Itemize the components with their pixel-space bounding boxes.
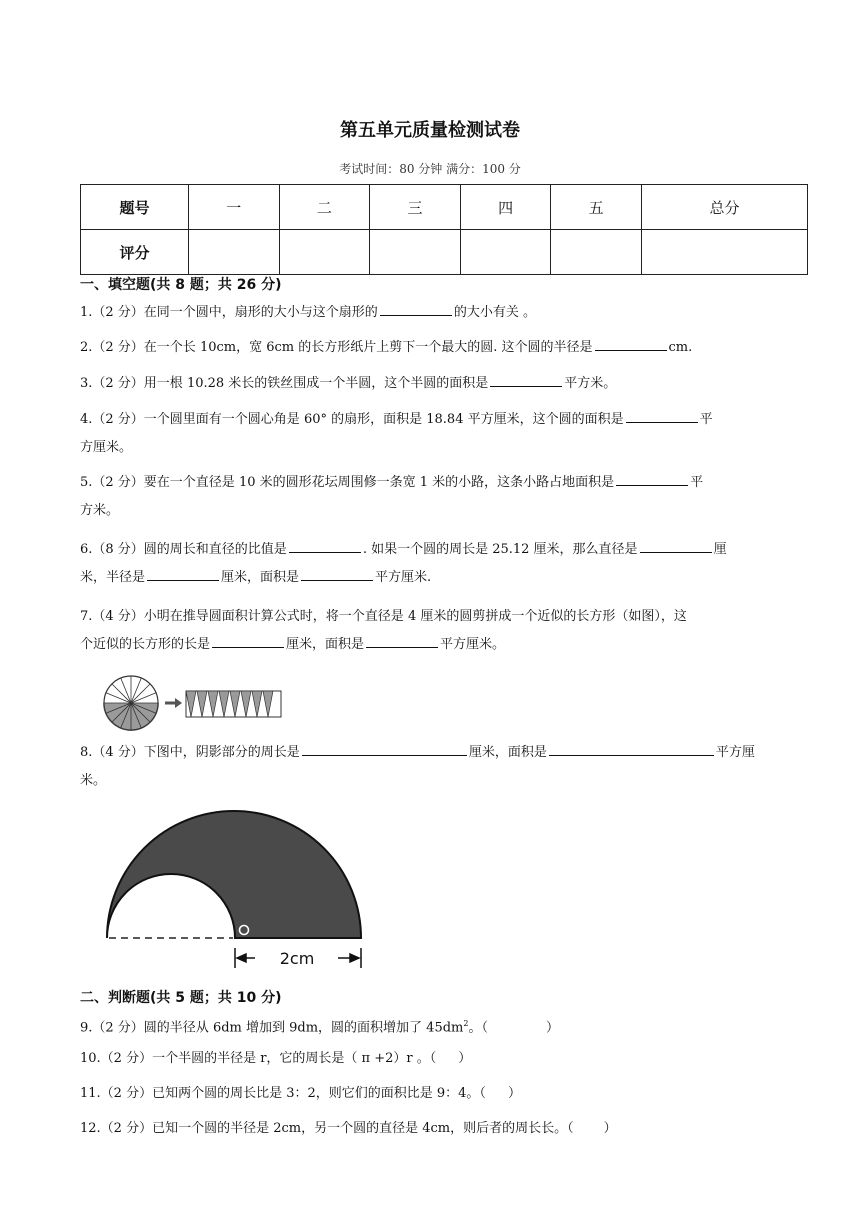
question-text: 个近似的长方形的长是 [80, 637, 211, 652]
question-text: ） [603, 1121, 617, 1136]
answer-blank[interactable] [595, 336, 667, 351]
score-table-col-5: 五 [551, 185, 642, 230]
dimension-label: 2cm [279, 949, 315, 968]
score-table-header-label: 题号 [81, 185, 189, 230]
score-cell[interactable] [551, 230, 642, 275]
score-table-col-total: 总分 [641, 185, 807, 230]
answer-blank[interactable] [366, 633, 438, 648]
section-1-title: 一、填空题(共 8 题；共 26 分) [80, 277, 282, 293]
question-text: 5.（2 分）要在一个直径是 10 米的圆形花坛周围修一条宽 1 米的小路，这条小路占地面积是 [80, 475, 615, 490]
question-text: 厘米，面积是 [286, 637, 365, 652]
question-2 [80, 334, 810, 362]
answer-blank[interactable] [212, 633, 284, 648]
answer-blank[interactable] [289, 538, 361, 553]
question-text: 9.（2 分）圆的半径从 6dm 增加到 9dm，圆的面积增加了 45dm [80, 1020, 464, 1036]
question-text: 7.（4 分）小明在推导圆面积计算公式时，将一个直径是 4 厘米的圆剪拼成一个近似的长方形（如图），这 [80, 609, 687, 624]
score-table-score-label: 评分 [81, 230, 189, 275]
question-text: ） [545, 1020, 559, 1036]
question-text: 平方厘 [715, 745, 755, 760]
question-text: 平方厘米。 [440, 637, 506, 652]
question-text: 方厘米。 [80, 440, 133, 455]
exam-info: 考试时间：80 分钟 满分：100 分 [339, 162, 521, 176]
answer-blank[interactable] [380, 301, 452, 316]
question-text: 平方米。 [564, 376, 617, 391]
question-text: 厘米，面积是 [221, 570, 300, 585]
question-text: 10.（2 分）一个半圆的半径是 r，它的周长是（ π +2）r 。（ [80, 1051, 437, 1066]
question-text: 3.（2 分）用一根 10.28 米长的铁丝围成一个半圆，这个半圆的面积是 [80, 376, 489, 391]
question-text: 平 [699, 412, 713, 427]
question-8 [80, 739, 810, 795]
question-text: 2.（2 分）在一个长 10cm，宽 6cm 的长方形纸片上剪下一个最大的圆. 这个圆的半径是 [80, 340, 593, 355]
superscript: 2 [463, 1019, 469, 1028]
score-table [80, 184, 808, 275]
question-5 [80, 469, 810, 525]
question-text: 平 [690, 475, 704, 490]
question-text: 的大小有关 。 [453, 305, 536, 320]
question-text: cm. [668, 340, 693, 355]
question-4 [80, 406, 810, 462]
question-text: 方米。 [80, 503, 120, 518]
score-table-col-2: 二 [279, 185, 370, 230]
shaded-region [107, 811, 361, 938]
approx-rectangle-icon [186, 691, 281, 717]
score-cell[interactable] [641, 230, 807, 275]
question-text: . 如果一个圆的周长是 25.12 厘米，那么直径是 [362, 542, 638, 557]
question-7 [80, 603, 810, 659]
question-9 [80, 1010, 810, 1042]
question-text: 12.（2 分）已知一个圆的半径是 2cm，另一个圆的直径是 4cm，则后者的周长长。（ [80, 1121, 574, 1136]
score-table-score-row [81, 230, 808, 275]
question-text: ） [458, 1051, 472, 1066]
question-1 [80, 299, 810, 327]
sector-circle-icon [103, 676, 159, 731]
section-2-title: 二、判断题(共 5 题；共 10 分) [80, 990, 282, 1006]
answer-blank[interactable] [640, 538, 712, 553]
question-12 [80, 1115, 810, 1143]
question-text: 厘米，面积是 [468, 745, 547, 760]
question-6 [80, 536, 810, 592]
answer-blank[interactable] [549, 741, 714, 756]
score-cell[interactable] [189, 230, 280, 275]
page-title: 第五单元质量检测试卷 [340, 120, 520, 141]
question-text: 8.（4 分）下图中，阴影部分的周长是 [80, 745, 300, 760]
answer-blank[interactable] [302, 741, 467, 756]
answer-blank[interactable] [626, 408, 698, 423]
question-3 [80, 370, 810, 398]
answer-blank[interactable] [616, 471, 688, 486]
question-text: 平方厘米. [375, 570, 432, 585]
score-cell[interactable] [279, 230, 370, 275]
score-table-header-row [81, 185, 808, 230]
answer-blank[interactable] [301, 566, 373, 581]
circle-to-rectangle-figure [103, 675, 283, 731]
score-table-col-1: 一 [189, 185, 280, 230]
arrow-right-icon [165, 698, 182, 708]
question-10 [80, 1045, 810, 1073]
question-text: 1.（2 分）在同一个圆中，扇形的大小与这个扇形的 [80, 305, 378, 320]
shaded-semicircle-figure [105, 808, 367, 974]
question-text: ） [507, 1086, 521, 1101]
question-text: 米，半径是 [80, 570, 146, 585]
answer-blank[interactable] [490, 372, 562, 387]
question-text: 4.（2 分）一个圆里面有一个圆心角是 60° 的扇形，面积是 18.84 平方厘米，这个圆的面积是 [80, 412, 624, 427]
answer-blank[interactable] [147, 566, 219, 581]
score-table-col-4: 四 [460, 185, 551, 230]
question-11 [80, 1080, 810, 1108]
score-cell[interactable] [370, 230, 461, 275]
question-text: 米。 [80, 773, 107, 788]
question-text: 。（ [468, 1020, 488, 1036]
question-text: 厘 [713, 542, 727, 557]
score-cell[interactable] [460, 230, 551, 275]
score-table-col-3: 三 [370, 185, 461, 230]
question-text: 11.（2 分）已知两个圆的周长比是 3：2，则它们的面积比是 9：4。（ [80, 1086, 486, 1101]
question-text: 6.（8 分）圆的周长和直径的比值是 [80, 542, 287, 557]
